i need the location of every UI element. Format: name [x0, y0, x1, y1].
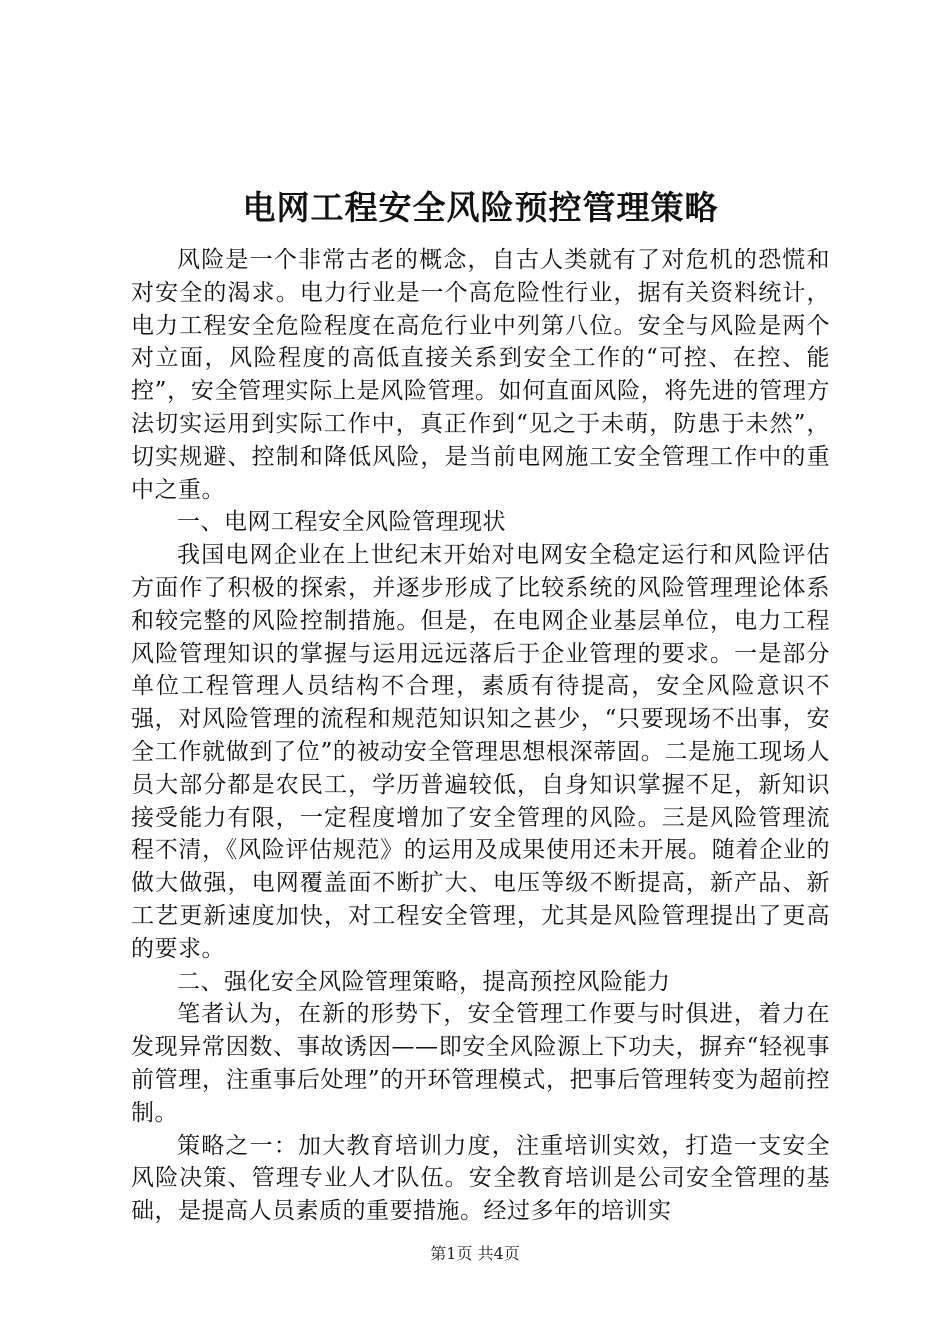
- document-title: 电网工程安全风险预控管理策略: [242, 188, 719, 227]
- section-2-paragraph: 笔者认为，在新的形势下，安全管理工作要与时俱进，着力在发现异常因数、事故诱因——即安全风险源上下功夫，摒弃“轻视事前管理，注重事后处理”的开环管理模式，把事后管理转变为超前控制。: [131, 1001, 830, 1126]
- section-heading-2: 二、强化安全风险管理策略，提高预控风险能力: [177, 968, 671, 995]
- strategy-1-paragraph: 策略之一：加大教育培训力度，注重培训实效，打造一支安全风险决策、管理专业人才队伍。安全教育培训是公司安全管理的基础，是提高人员素质的重要措施。经过多年的培训实: [131, 1132, 830, 1225]
- page-footer: 第1页 共4页: [430, 1244, 520, 1263]
- section-heading-1: 一、电网工程安全风险管理现状: [177, 509, 506, 536]
- section-1-paragraph: 我国电网企业在上世纪末开始对电网安全稳定运行和风险评估方面作了积极的探索，并逐步形成了比较系统的风险管理理论体系和较完整的风险控制措施。但是，在电网企业基层单位，电力工程风险管理知识的掌握与运用远远落后于企业管理的要求。一是部分单位工程管理人员结构不合理，素质有待提高，安全风险意识不强，对风险管理的流程和规范知识知之甚少，“只要现场不出事，安全工作就做到了位”的被动安全管理思想根深蒂固。二是施工现场人员大部分都是农民工，学历普遍较低，自身知识掌握不足，新知识接受能力有限，一定程度增加了安全管理的风险。三是风险管理流程不清，《风险评估规范》的运用及成果使用还未开展。随着企业的做大做强，电网覆盖面不断扩大、电压等级不断提高，新产品、新工艺更新速度加快，对工程安全管理，尤其是风险管理提出了更高的要求。: [131, 542, 830, 962]
- document-page: [131, 182, 830, 1228]
- intro-paragraph: 风险是一个非常古老的概念，自古人类就有了对危机的恐慌和对安全的渴求。电力行业是一个高危险性行业，据有关资料统计，电力工程安全危险程度在高危行业中列第八位。安全与风险是两个对立面，风险程度的高低直接关系到安全工作的“可控、在控、能控”，安全管理实际上是风险管理。如何直面风险，将先进的管理方法切实运用到实际工作中，真正作到“见之于未萌，防患于未然”，切实规避、控制和降低风险，是当前电网施工安全管理工作中的重中之重。: [131, 247, 830, 503]
